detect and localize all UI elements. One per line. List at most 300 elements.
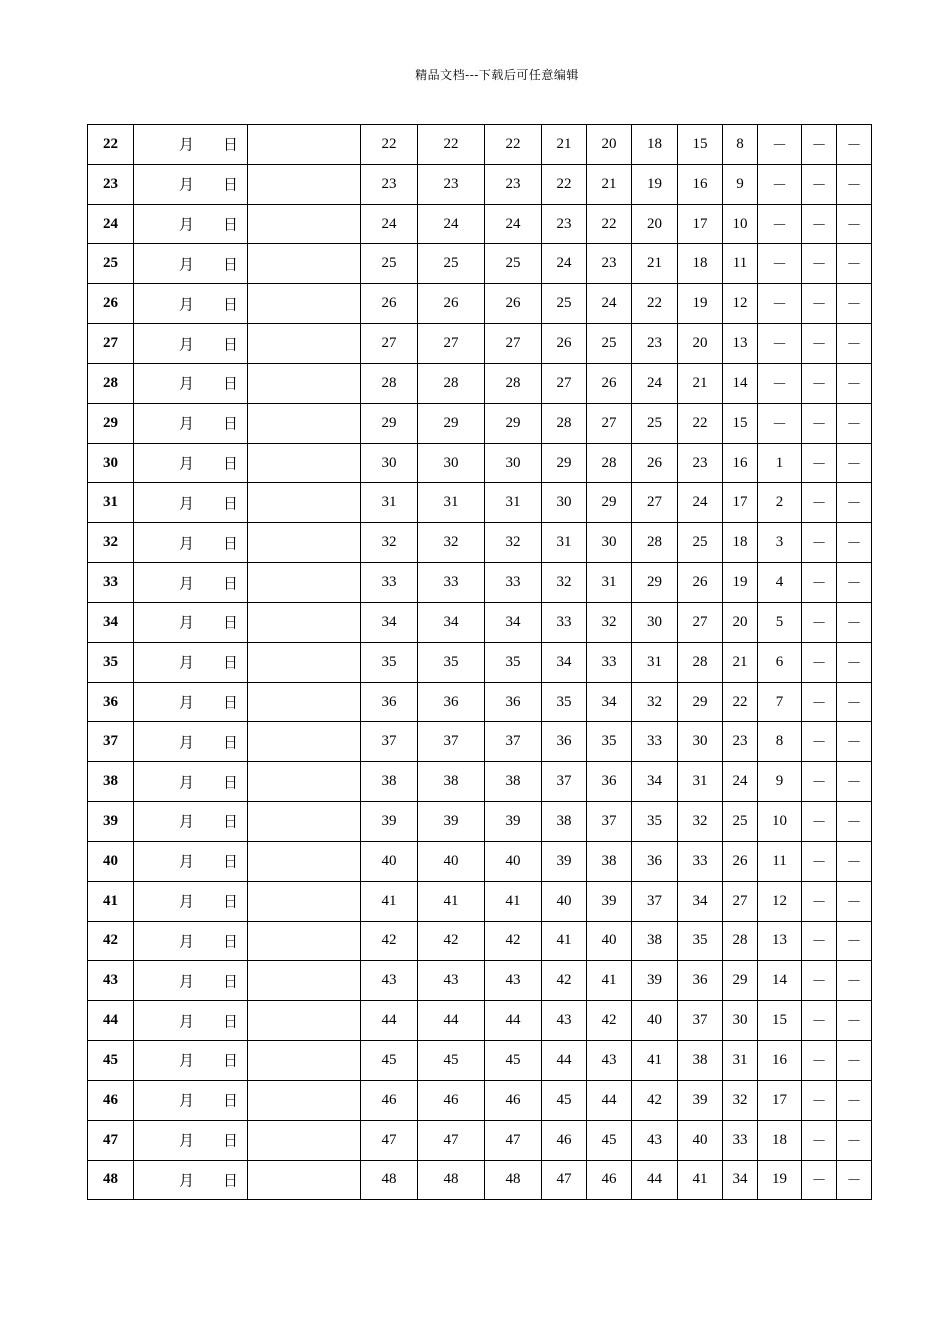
- row-number: 37: [88, 722, 134, 762]
- value-cell: 47: [485, 1120, 542, 1160]
- day-label: 日: [223, 615, 239, 632]
- value-cell: 27: [542, 363, 587, 403]
- table-row: [88, 523, 872, 563]
- value-cell: －: [758, 244, 802, 284]
- value-cell: 25: [678, 523, 723, 563]
- table-row: [88, 682, 872, 722]
- value-cell: 22: [485, 125, 542, 165]
- value-cell: 43: [361, 961, 418, 1001]
- value-cell: －: [802, 921, 837, 961]
- value-cell: 32: [723, 1080, 758, 1120]
- value-cell: 25: [587, 324, 632, 364]
- month-label: 月: [179, 217, 195, 234]
- date-cell: [134, 204, 248, 244]
- table-row: [88, 363, 872, 403]
- day-label: 日: [223, 735, 239, 752]
- value-cell: －: [837, 284, 872, 324]
- value-cell: 46: [418, 1080, 485, 1120]
- blank-cell: [248, 881, 361, 921]
- value-cell: 18: [758, 1120, 802, 1160]
- blank-cell: [248, 204, 361, 244]
- value-cell: 41: [418, 881, 485, 921]
- value-cell: －: [837, 244, 872, 284]
- value-cell: 25: [485, 244, 542, 284]
- row-number: 38: [88, 762, 134, 802]
- table-row: [88, 602, 872, 642]
- value-cell: 24: [632, 363, 678, 403]
- date-cell: [134, 244, 248, 284]
- value-cell: 14: [758, 961, 802, 1001]
- month-label: 月: [179, 416, 195, 433]
- value-cell: －: [802, 762, 837, 802]
- day-label: 日: [223, 297, 239, 314]
- value-cell: 9: [723, 164, 758, 204]
- value-cell: 34: [485, 602, 542, 642]
- value-cell: 28: [542, 403, 587, 443]
- value-cell: 26: [361, 284, 418, 324]
- date-cell: [134, 523, 248, 563]
- row-number: 30: [88, 443, 134, 483]
- value-cell: 38: [632, 921, 678, 961]
- day-label: 日: [223, 376, 239, 393]
- value-cell: 16: [723, 443, 758, 483]
- value-cell: 40: [542, 881, 587, 921]
- value-cell: 30: [361, 443, 418, 483]
- day-label: 日: [223, 257, 239, 274]
- value-cell: 24: [542, 244, 587, 284]
- value-cell: 31: [587, 563, 632, 603]
- value-cell: 3: [758, 523, 802, 563]
- value-cell: 19: [678, 284, 723, 324]
- value-cell: 23: [418, 164, 485, 204]
- value-cell: －: [758, 164, 802, 204]
- value-cell: －: [802, 125, 837, 165]
- value-cell: 30: [678, 722, 723, 762]
- table-row: [88, 1041, 872, 1081]
- value-cell: 31: [418, 483, 485, 523]
- value-cell: 4: [758, 563, 802, 603]
- value-cell: 21: [587, 164, 632, 204]
- value-cell: －: [837, 642, 872, 682]
- value-cell: 8: [723, 125, 758, 165]
- value-cell: －: [758, 324, 802, 364]
- table-row: [88, 284, 872, 324]
- value-cell: 23: [678, 443, 723, 483]
- row-number: 47: [88, 1120, 134, 1160]
- table-row: [88, 1120, 872, 1160]
- value-cell: 26: [723, 841, 758, 881]
- value-cell: 46: [361, 1080, 418, 1120]
- value-cell: 15: [723, 403, 758, 443]
- blank-cell: [248, 363, 361, 403]
- month-label: 月: [179, 257, 195, 274]
- value-cell: 28: [361, 363, 418, 403]
- value-cell: －: [802, 443, 837, 483]
- value-cell: 31: [678, 762, 723, 802]
- row-number: 23: [88, 164, 134, 204]
- month-label: 月: [179, 177, 195, 194]
- date-cell: [134, 483, 248, 523]
- value-cell: －: [802, 244, 837, 284]
- value-cell: 33: [485, 563, 542, 603]
- date-cell: [134, 841, 248, 881]
- blank-cell: [248, 762, 361, 802]
- month-label: 月: [179, 1014, 195, 1031]
- value-cell: 36: [361, 682, 418, 722]
- value-cell: 37: [418, 722, 485, 762]
- value-cell: －: [758, 403, 802, 443]
- value-cell: 42: [632, 1080, 678, 1120]
- value-cell: 33: [678, 841, 723, 881]
- value-cell: 40: [418, 841, 485, 881]
- value-cell: 33: [418, 563, 485, 603]
- value-cell: －: [837, 1001, 872, 1041]
- month-label: 月: [179, 1093, 195, 1110]
- blank-cell: [248, 443, 361, 483]
- row-number: 24: [88, 204, 134, 244]
- value-cell: 46: [587, 1160, 632, 1200]
- value-cell: －: [837, 841, 872, 881]
- day-label: 日: [223, 854, 239, 871]
- value-cell: －: [802, 642, 837, 682]
- value-cell: 43: [632, 1120, 678, 1160]
- row-number: 44: [88, 1001, 134, 1041]
- value-cell: 42: [418, 921, 485, 961]
- blank-cell: [248, 403, 361, 443]
- value-cell: 20: [587, 125, 632, 165]
- value-cell: 19: [758, 1160, 802, 1200]
- value-cell: 43: [587, 1041, 632, 1081]
- date-cell: [134, 961, 248, 1001]
- month-label: 月: [179, 297, 195, 314]
- day-label: 日: [223, 137, 239, 154]
- value-cell: 18: [723, 523, 758, 563]
- table-row: [88, 164, 872, 204]
- value-cell: 5: [758, 602, 802, 642]
- value-cell: －: [837, 1080, 872, 1120]
- value-cell: －: [802, 1080, 837, 1120]
- value-cell: 35: [632, 802, 678, 842]
- value-cell: 41: [361, 881, 418, 921]
- value-cell: －: [802, 841, 837, 881]
- value-cell: 39: [418, 802, 485, 842]
- table-row: [88, 125, 872, 165]
- day-label: 日: [223, 655, 239, 672]
- date-cell: [134, 682, 248, 722]
- value-cell: 35: [361, 642, 418, 682]
- value-cell: 29: [678, 682, 723, 722]
- value-cell: 31: [542, 523, 587, 563]
- table-row: [88, 204, 872, 244]
- row-number: 31: [88, 483, 134, 523]
- table-row: [88, 802, 872, 842]
- date-cell: [134, 284, 248, 324]
- row-number: 27: [88, 324, 134, 364]
- value-cell: 25: [542, 284, 587, 324]
- value-cell: 36: [678, 961, 723, 1001]
- value-cell: 33: [542, 602, 587, 642]
- value-cell: －: [837, 1160, 872, 1200]
- value-cell: －: [837, 1120, 872, 1160]
- value-cell: －: [837, 563, 872, 603]
- value-cell: －: [802, 1041, 837, 1081]
- month-label: 月: [179, 695, 195, 712]
- value-cell: 30: [632, 602, 678, 642]
- date-cell: [134, 563, 248, 603]
- value-cell: 37: [678, 1001, 723, 1041]
- value-cell: 23: [723, 722, 758, 762]
- value-cell: 19: [632, 164, 678, 204]
- value-cell: 46: [542, 1120, 587, 1160]
- day-label: 日: [223, 934, 239, 951]
- value-cell: 23: [632, 324, 678, 364]
- month-label: 月: [179, 894, 195, 911]
- value-cell: 42: [587, 1001, 632, 1041]
- value-cell: 27: [587, 403, 632, 443]
- table-row: [88, 722, 872, 762]
- row-number: 29: [88, 403, 134, 443]
- day-label: 日: [223, 1014, 239, 1031]
- value-cell: 7: [758, 682, 802, 722]
- row-number: 41: [88, 881, 134, 921]
- month-label: 月: [179, 735, 195, 752]
- value-cell: 31: [485, 483, 542, 523]
- date-cell: [134, 443, 248, 483]
- value-cell: 34: [361, 602, 418, 642]
- value-cell: －: [802, 1120, 837, 1160]
- table-row: [88, 762, 872, 802]
- value-cell: －: [802, 483, 837, 523]
- day-label: 日: [223, 814, 239, 831]
- value-cell: 15: [758, 1001, 802, 1041]
- value-cell: 10: [758, 802, 802, 842]
- value-cell: 11: [723, 244, 758, 284]
- value-cell: 33: [587, 642, 632, 682]
- value-cell: 41: [632, 1041, 678, 1081]
- row-number: 36: [88, 682, 134, 722]
- value-cell: 39: [678, 1080, 723, 1120]
- value-cell: －: [802, 284, 837, 324]
- blank-cell: [248, 961, 361, 1001]
- blank-cell: [248, 125, 361, 165]
- value-cell: 8: [758, 722, 802, 762]
- value-cell: 35: [485, 642, 542, 682]
- value-cell: 32: [361, 523, 418, 563]
- row-number: 46: [88, 1080, 134, 1120]
- value-cell: 30: [723, 1001, 758, 1041]
- value-cell: 28: [418, 363, 485, 403]
- month-label: 月: [179, 1133, 195, 1150]
- value-cell: 44: [587, 1080, 632, 1120]
- value-cell: 40: [678, 1120, 723, 1160]
- value-cell: 35: [418, 642, 485, 682]
- value-cell: 28: [723, 921, 758, 961]
- value-cell: 23: [361, 164, 418, 204]
- value-cell: 28: [485, 363, 542, 403]
- value-cell: －: [802, 602, 837, 642]
- blank-cell: [248, 563, 361, 603]
- value-cell: 34: [587, 682, 632, 722]
- value-cell: 13: [758, 921, 802, 961]
- value-cell: －: [837, 802, 872, 842]
- table-row: [88, 642, 872, 682]
- value-cell: 24: [587, 284, 632, 324]
- value-cell: 47: [361, 1120, 418, 1160]
- value-cell: 44: [418, 1001, 485, 1041]
- schedule-table: [87, 124, 872, 1200]
- value-cell: 36: [485, 682, 542, 722]
- value-cell: 26: [542, 324, 587, 364]
- value-cell: 33: [723, 1120, 758, 1160]
- value-cell: 18: [678, 244, 723, 284]
- value-cell: 43: [485, 961, 542, 1001]
- blank-cell: [248, 1001, 361, 1041]
- row-number: 25: [88, 244, 134, 284]
- value-cell: 46: [485, 1080, 542, 1120]
- table-row: [88, 1080, 872, 1120]
- row-number: 40: [88, 841, 134, 881]
- value-cell: 38: [485, 762, 542, 802]
- month-label: 月: [179, 775, 195, 792]
- value-cell: 29: [361, 403, 418, 443]
- day-label: 日: [223, 217, 239, 234]
- value-cell: 33: [361, 563, 418, 603]
- month-label: 月: [179, 496, 195, 513]
- value-cell: 38: [678, 1041, 723, 1081]
- value-cell: 28: [632, 523, 678, 563]
- date-cell: [134, 802, 248, 842]
- table-row: [88, 403, 872, 443]
- table-row: [88, 1001, 872, 1041]
- value-cell: －: [758, 204, 802, 244]
- value-cell: 20: [632, 204, 678, 244]
- table-row: [88, 483, 872, 523]
- value-cell: 6: [758, 642, 802, 682]
- value-cell: 10: [723, 204, 758, 244]
- value-cell: －: [758, 284, 802, 324]
- value-cell: 45: [418, 1041, 485, 1081]
- value-cell: 26: [632, 443, 678, 483]
- value-cell: －: [802, 802, 837, 842]
- value-cell: 29: [418, 403, 485, 443]
- value-cell: 40: [485, 841, 542, 881]
- date-cell: [134, 881, 248, 921]
- value-cell: 25: [418, 244, 485, 284]
- value-cell: 37: [361, 722, 418, 762]
- month-label: 月: [179, 854, 195, 871]
- day-label: 日: [223, 775, 239, 792]
- table-row: [88, 921, 872, 961]
- blank-cell: [248, 1160, 361, 1200]
- value-cell: 32: [485, 523, 542, 563]
- value-cell: 14: [723, 363, 758, 403]
- value-cell: 31: [361, 483, 418, 523]
- row-number: 33: [88, 563, 134, 603]
- day-label: 日: [223, 974, 239, 991]
- value-cell: 45: [542, 1080, 587, 1120]
- value-cell: 44: [361, 1001, 418, 1041]
- date-cell: [134, 164, 248, 204]
- value-cell: 27: [361, 324, 418, 364]
- value-cell: 41: [542, 921, 587, 961]
- value-cell: 20: [723, 602, 758, 642]
- value-cell: 48: [485, 1160, 542, 1200]
- row-number: 45: [88, 1041, 134, 1081]
- blank-cell: [248, 1041, 361, 1081]
- blank-cell: [248, 921, 361, 961]
- table-body: [88, 125, 872, 1200]
- value-cell: 45: [485, 1041, 542, 1081]
- value-cell: 30: [587, 523, 632, 563]
- value-cell: －: [802, 403, 837, 443]
- value-cell: 32: [587, 602, 632, 642]
- month-label: 月: [179, 934, 195, 951]
- value-cell: 11: [758, 841, 802, 881]
- value-cell: 29: [542, 443, 587, 483]
- day-label: 日: [223, 536, 239, 553]
- value-cell: －: [837, 722, 872, 762]
- value-cell: 28: [587, 443, 632, 483]
- day-label: 日: [223, 496, 239, 513]
- value-cell: －: [802, 1160, 837, 1200]
- value-cell: －: [837, 324, 872, 364]
- value-cell: 16: [678, 164, 723, 204]
- day-label: 日: [223, 1173, 239, 1190]
- value-cell: 38: [361, 762, 418, 802]
- month-label: 月: [179, 1053, 195, 1070]
- table-row: [88, 443, 872, 483]
- value-cell: 33: [632, 722, 678, 762]
- value-cell: 48: [361, 1160, 418, 1200]
- value-cell: 24: [418, 204, 485, 244]
- row-number: 43: [88, 961, 134, 1001]
- value-cell: －: [837, 443, 872, 483]
- table-row: [88, 563, 872, 603]
- date-cell: [134, 762, 248, 802]
- value-cell: 24: [485, 204, 542, 244]
- month-label: 月: [179, 536, 195, 553]
- value-cell: 34: [678, 881, 723, 921]
- value-cell: －: [802, 204, 837, 244]
- value-cell: 39: [632, 961, 678, 1001]
- value-cell: 24: [361, 204, 418, 244]
- day-label: 日: [223, 576, 239, 593]
- value-cell: 44: [632, 1160, 678, 1200]
- blank-cell: [248, 602, 361, 642]
- value-cell: 16: [758, 1041, 802, 1081]
- value-cell: 1: [758, 443, 802, 483]
- value-cell: 26: [587, 363, 632, 403]
- value-cell: 19: [723, 563, 758, 603]
- value-cell: 18: [632, 125, 678, 165]
- row-number: 28: [88, 363, 134, 403]
- blank-cell: [248, 1120, 361, 1160]
- value-cell: －: [837, 204, 872, 244]
- value-cell: 34: [542, 642, 587, 682]
- value-cell: 41: [485, 881, 542, 921]
- value-cell: 23: [542, 204, 587, 244]
- date-cell: [134, 1160, 248, 1200]
- value-cell: 26: [678, 563, 723, 603]
- row-number: 39: [88, 802, 134, 842]
- value-cell: －: [758, 125, 802, 165]
- value-cell: 42: [361, 921, 418, 961]
- table-row: [88, 961, 872, 1001]
- blank-cell: [248, 324, 361, 364]
- value-cell: 27: [632, 483, 678, 523]
- value-cell: －: [837, 483, 872, 523]
- blank-cell: [248, 722, 361, 762]
